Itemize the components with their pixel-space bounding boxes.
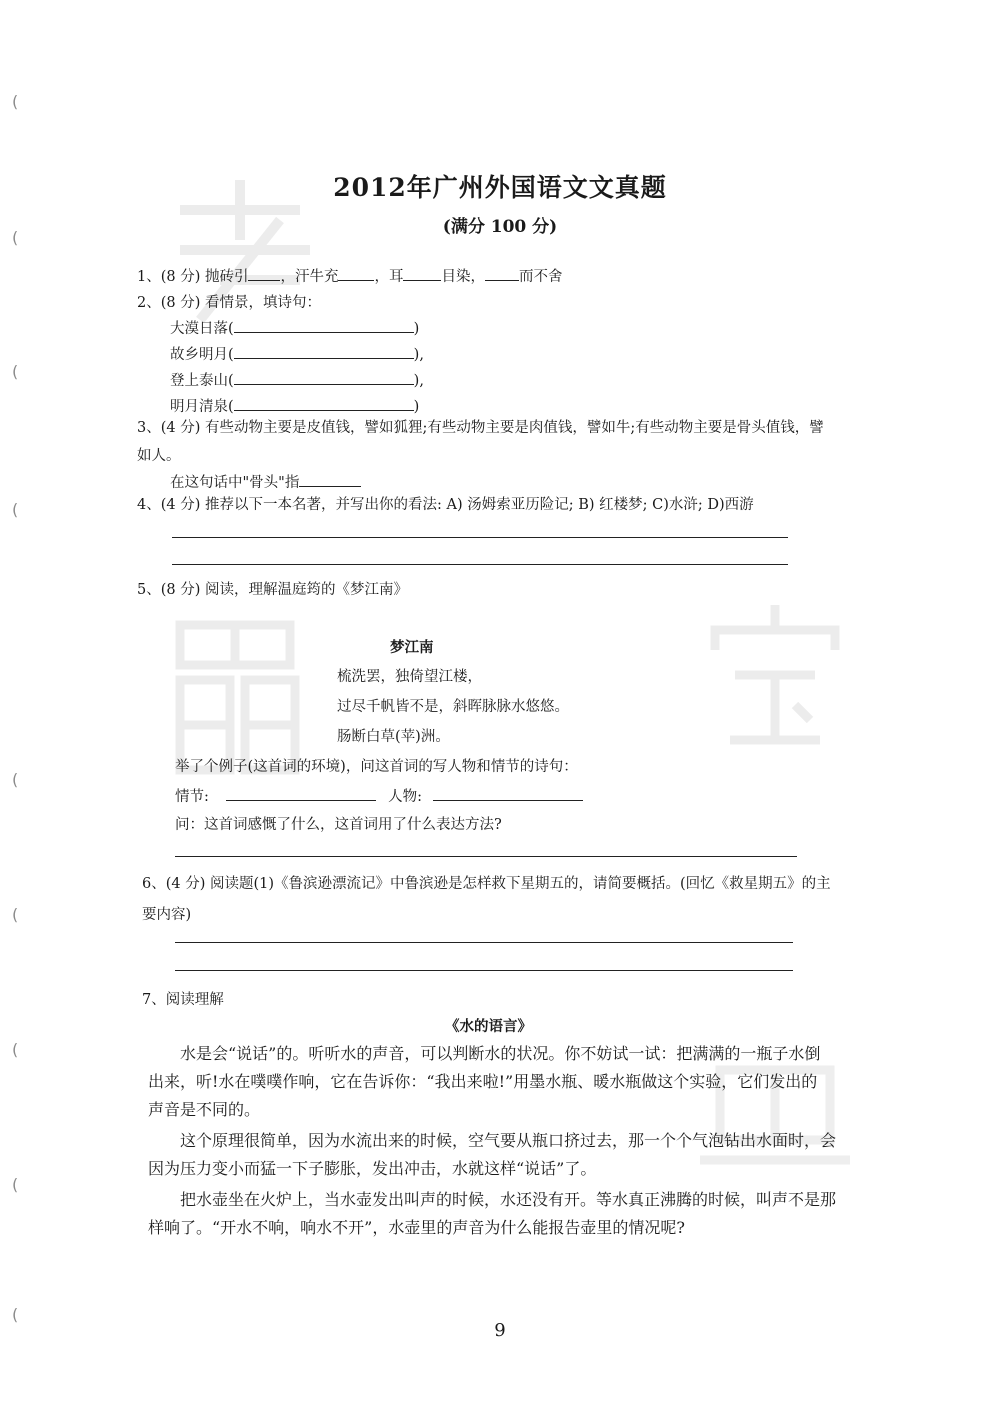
q2-prompt: 明月清泉( bbox=[170, 399, 234, 415]
question-3-ask bbox=[170, 472, 361, 493]
article-paragraph: 样响了。“开水不响，响水不开”，水壶里的声音为什么能报告壶里的情况呢? bbox=[148, 1218, 685, 1237]
q1-text: 目染， bbox=[441, 269, 485, 285]
page-subtitle: (满分 100 分) bbox=[442, 217, 558, 237]
binding-mark: ( bbox=[12, 770, 19, 789]
question-5-fields bbox=[175, 786, 583, 807]
q2-end: ), bbox=[413, 347, 424, 363]
question-2-item bbox=[170, 344, 424, 365]
q2-end: ), bbox=[413, 373, 424, 389]
watermark-glyph bbox=[700, 600, 850, 760]
person-label: 人物: bbox=[388, 789, 422, 805]
article-paragraph: 因为压力变小而猛一下子膨胀，发出冲击，水就这样“说话”了。 bbox=[148, 1159, 597, 1178]
answer-blank[interactable] bbox=[299, 472, 361, 487]
page-title: 2012年广州外国语文文真题 bbox=[333, 173, 667, 202]
article-paragraph: 这个原理很简单，因为水流出来的时候，空气要从瓶口挤过去，那一个个气泡钻出水面时，会 bbox=[180, 1131, 837, 1150]
q1-text: ，汗牛充 bbox=[280, 269, 339, 285]
answer-blank[interactable] bbox=[234, 396, 414, 411]
question-5-sub: 举了个例子(这首词的环境)，问这首词的写人物和情节的诗句： bbox=[175, 759, 578, 775]
answer-line[interactable] bbox=[175, 856, 797, 857]
q2-prompt: 登上泰山( bbox=[170, 373, 234, 389]
binding-mark: ( bbox=[12, 1175, 19, 1194]
binding-mark: ( bbox=[12, 92, 19, 111]
answer-blank[interactable] bbox=[248, 266, 280, 281]
q2-end: ) bbox=[413, 399, 420, 415]
question-6-stem: 6、(4 分) 阅读题(1)《鲁滨逊漂流记》中鲁滨逊是怎样救下星期五的，请简要概括。(回忆《救星期五》的主 bbox=[142, 876, 831, 892]
page-number: 9 bbox=[494, 1320, 506, 1341]
q1-text: 1、(8 分) 抛砖引 bbox=[137, 269, 249, 285]
plot-label: 情节: bbox=[175, 789, 209, 805]
binding-mark: ( bbox=[12, 362, 19, 381]
q1-text: ，耳 bbox=[374, 269, 404, 285]
poem-line: 梳洗罢，独倚望江楼， bbox=[337, 669, 482, 685]
question-2-stem: 2、(8 分) 看情景，填诗句： bbox=[137, 295, 321, 311]
binding-mark: ( bbox=[12, 1305, 19, 1324]
article-paragraph: 出来，听!水在噗噗作响，它在告诉你：“我出来啦!”用墨水瓶、暖水瓶做这个实验，它们发出的 bbox=[148, 1072, 818, 1091]
poem-title: 梦江南 bbox=[390, 639, 434, 656]
article-paragraph: 水是会“说话”的。听听水的声音，可以判断水的状况。你不妨试一试：把满满的一瓶子水倒 bbox=[180, 1044, 821, 1063]
q2-end: ) bbox=[413, 321, 420, 337]
question-3-stem: 如人。 bbox=[137, 448, 181, 464]
article-paragraph: 声音是不同的。 bbox=[148, 1100, 261, 1119]
question-3-stem: 3、(4 分) 有些动物主要是皮值钱，譬如狐狸;有些动物主要是肉值钱，譬如牛;有些动物主要是骨头值钱，譬 bbox=[137, 420, 824, 436]
answer-blank[interactable] bbox=[338, 266, 374, 281]
question-7-stem: 7、阅读理解 bbox=[142, 992, 224, 1008]
answer-line[interactable] bbox=[175, 942, 793, 943]
answer-blank[interactable] bbox=[234, 344, 414, 359]
answer-line[interactable] bbox=[172, 564, 788, 565]
binding-mark: ( bbox=[12, 500, 19, 519]
article-paragraph: 把水壶坐在火炉上，当水壶发出叫声的时候，水还没有开。等水真正沸腾的时候，叫声不是那 bbox=[180, 1190, 837, 1209]
binding-mark: ( bbox=[12, 1040, 19, 1059]
q2-prompt: 大漠日落( bbox=[170, 321, 234, 337]
question-1 bbox=[137, 266, 562, 287]
answer-blank[interactable] bbox=[485, 266, 519, 281]
plot-blank[interactable] bbox=[226, 786, 376, 801]
question-5-stem: 5、(8 分) 阅读，理解温庭筠的《梦江南》 bbox=[137, 582, 408, 598]
answer-line[interactable] bbox=[175, 970, 793, 971]
answer-blank[interactable] bbox=[234, 318, 414, 333]
question-2-item bbox=[170, 370, 424, 391]
answer-blank[interactable] bbox=[403, 266, 441, 281]
answer-line[interactable] bbox=[172, 537, 788, 538]
binding-mark: ( bbox=[12, 228, 19, 247]
binding-mark: ( bbox=[12, 905, 19, 924]
q1-text: 而不舍 bbox=[518, 269, 563, 285]
poem-line: 过尽千帆皆不是，斜晖脉脉水悠悠。 bbox=[337, 699, 569, 715]
watermark-glyph bbox=[160, 610, 310, 780]
question-5-ask: 问：这首词感慨了什么，这首词用了什么表达方法? bbox=[175, 817, 502, 833]
question-2-item bbox=[170, 396, 419, 417]
question-4-stem: 4、(4 分) 推荐以下一本名著，并写出你的看法: A) 汤姆索亚历险记; B) 红楼梦; C)水浒; D)西游 bbox=[137, 497, 754, 513]
person-blank[interactable] bbox=[433, 786, 583, 801]
q2-prompt: 故乡明月( bbox=[170, 347, 234, 363]
q3-prompt: 在这句话中"骨头"指 bbox=[170, 475, 300, 491]
answer-blank[interactable] bbox=[234, 370, 414, 385]
poem-line: 肠断白草(苹)洲。 bbox=[337, 729, 450, 745]
article-title: 《水的语言》 bbox=[445, 1018, 532, 1035]
question-2-item bbox=[170, 318, 419, 339]
question-6-stem: 要内容) bbox=[142, 907, 192, 923]
